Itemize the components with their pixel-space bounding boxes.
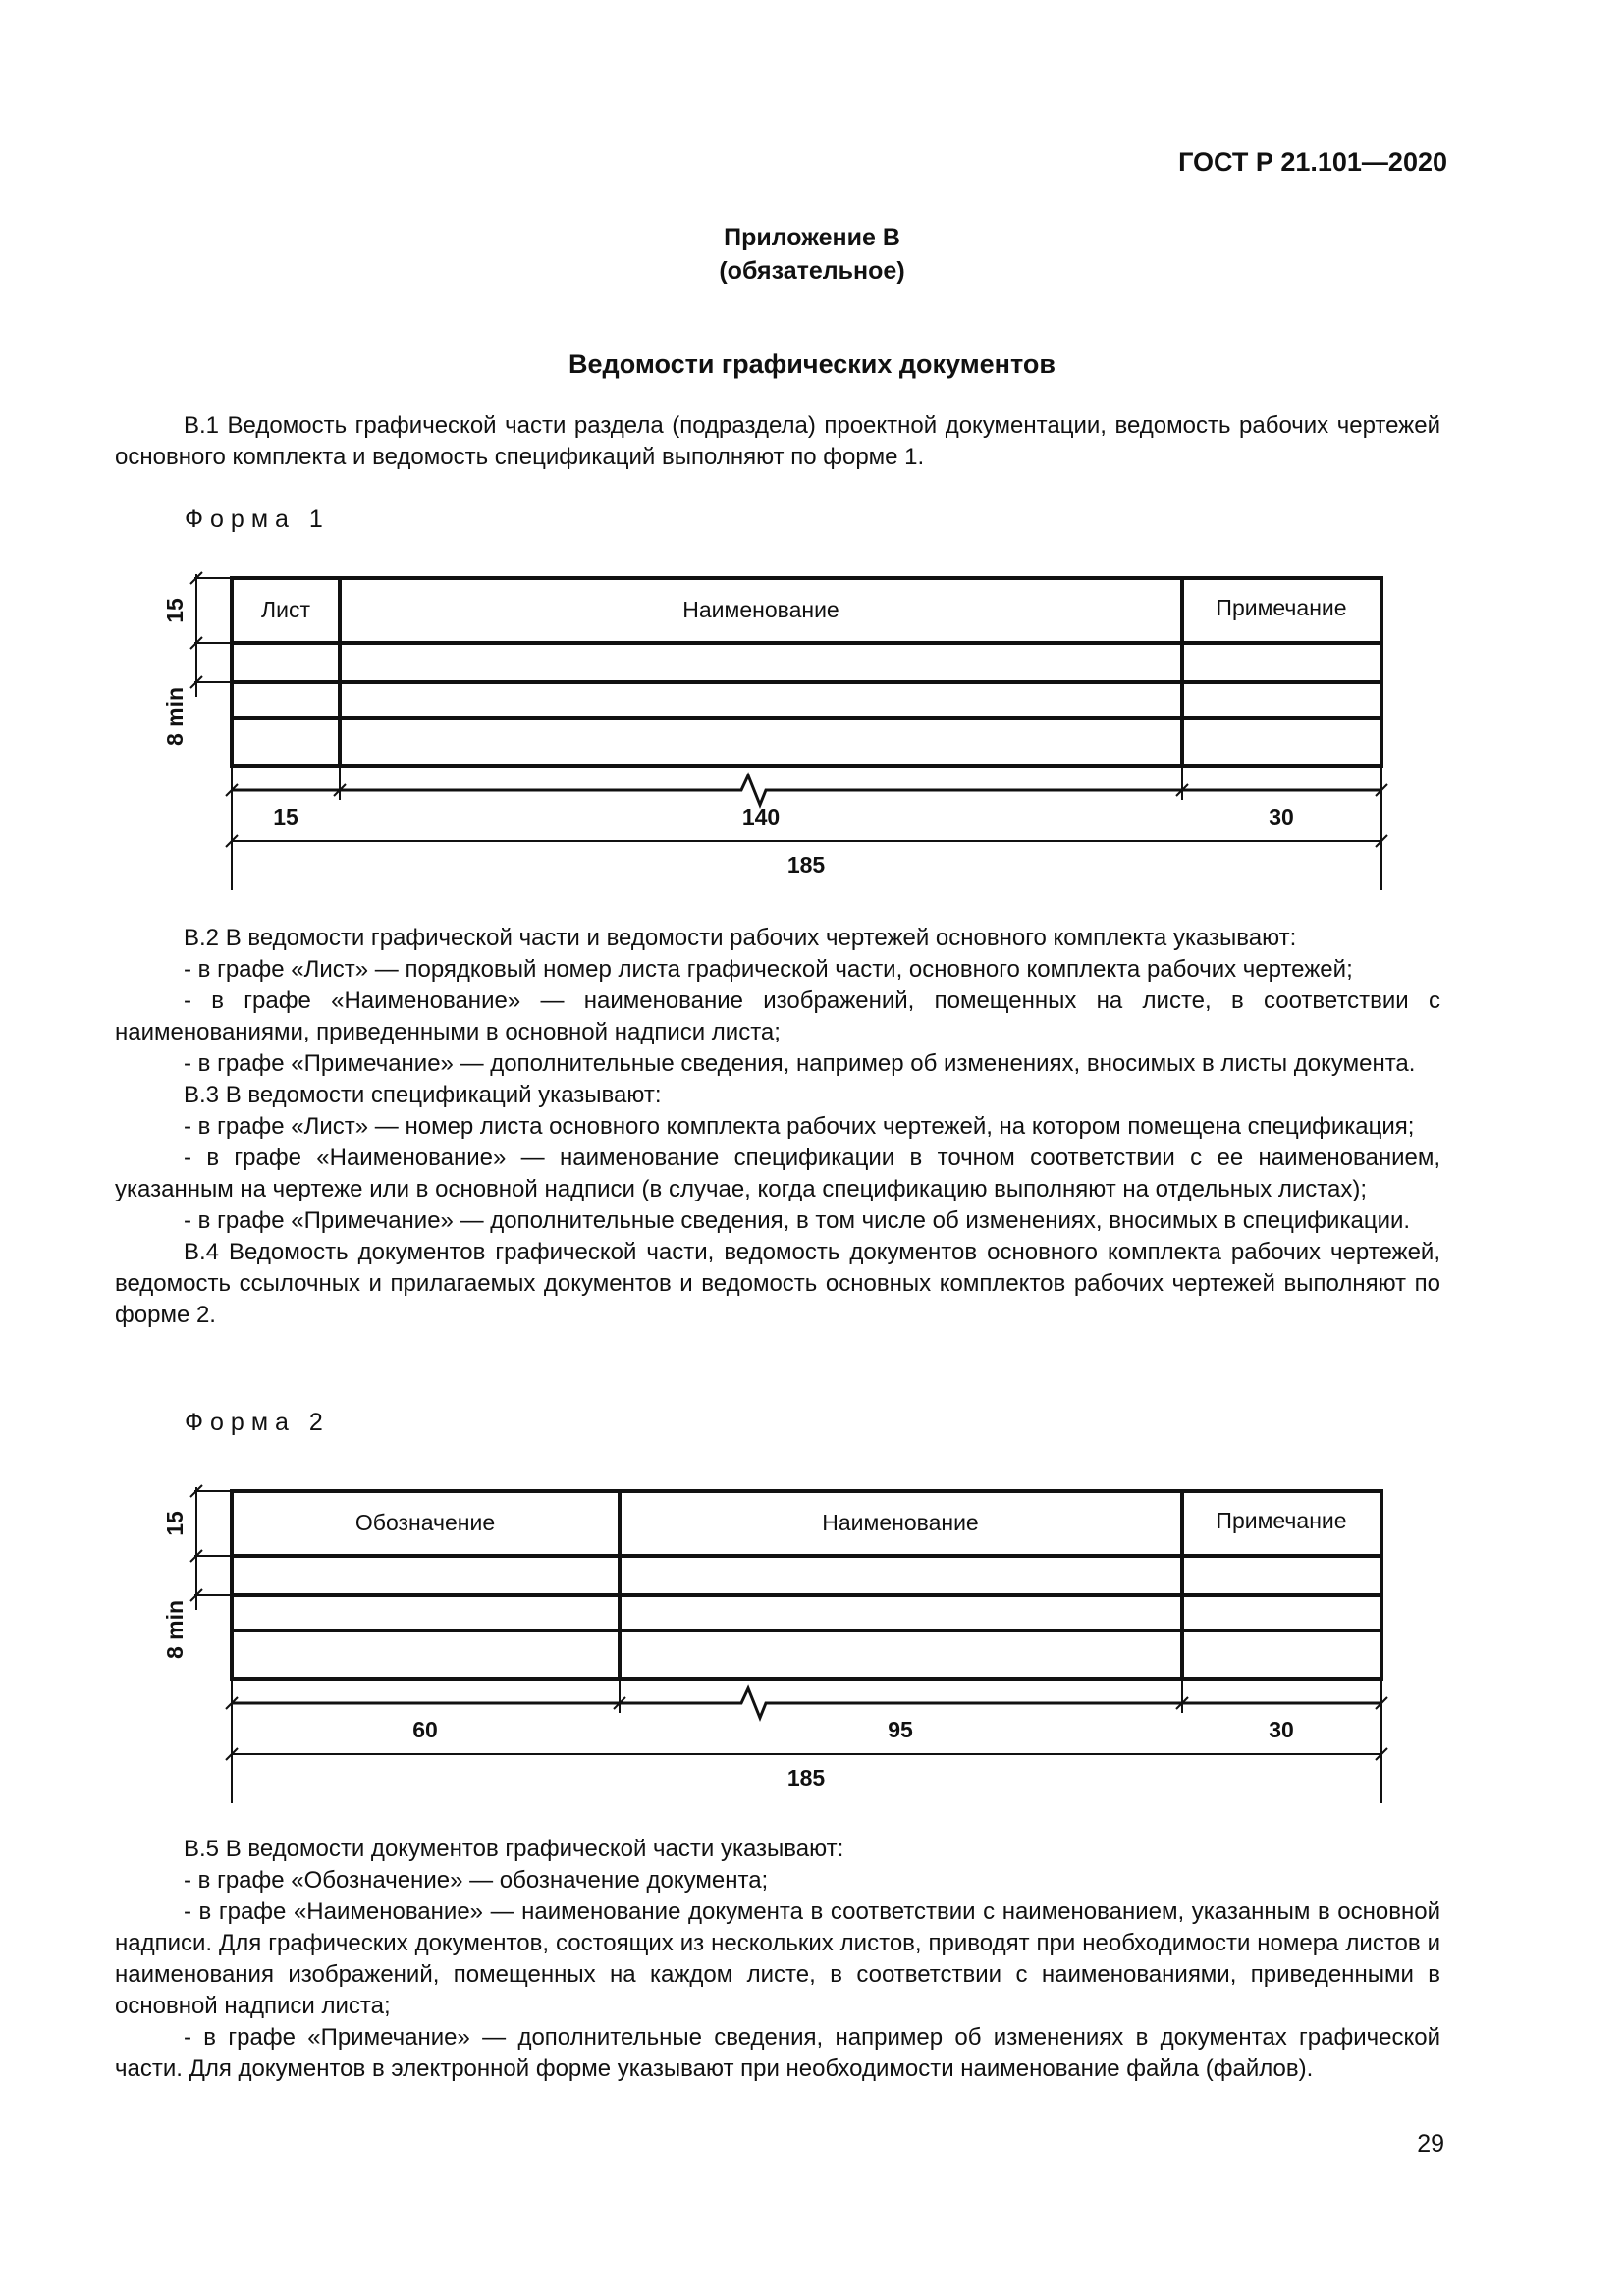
paragraph-b2-intro: В.2 В ведомости графической части и ведомости рабочих чертежей основного комплекта указывают: — [184, 925, 1297, 951]
paragraph-b1 — [115, 410, 1440, 473]
form2-col3-header: Примечание — [1216, 1508, 1347, 1533]
appendix-status: (обязательное) — [719, 257, 905, 285]
form1-width2: 140 — [741, 804, 781, 829]
section-title: Ведомости графических документов — [568, 349, 1056, 379]
form1-drawing — [147, 564, 1404, 898]
paragraph-b1-text: В.1 Ведомость графической части раздела (подраздела) проектной документации, ведомость рабочих чертежей основного комплекта и ведомость спецификаций выполняют по форме 1. — [115, 412, 1440, 470]
form1-width1: 15 — [273, 804, 298, 829]
form2-label: Форма 2 — [185, 1409, 330, 1436]
paragraph-b3-intro: В.3 В ведомости спецификаций указывают: — [184, 1082, 662, 1108]
paragraph-b3-item: - в графе «Лист» — номер листа основного комплекта рабочих чертежей, на котором помещена спецификация; — [184, 1113, 1415, 1140]
paragraph-b2-item: - в графе «Наименование» — наименование изображений, помещенных на листе, в соответствии с наименованиями, приведенными в основной надписи листа; — [115, 988, 1440, 1045]
form2-col1-header: Обозначение — [354, 1510, 496, 1535]
paragraph-b2-item: - в графе «Лист» — порядковый номер листа графической части, основного комплекта рабочих чертежей; — [184, 956, 1353, 983]
paragraph-b2-item: - в графе «Примечание» — дополнительные сведения, например об изменениях, вносимых в листы документа. — [184, 1050, 1416, 1077]
appendix-title: Приложение В — [724, 224, 900, 251]
paragraph-b5-item: - в графе «Наименование» — наименование документа в соответствии с наименованием, указанным в основной надписи. Для графических документов, состоящих из нескольких листов, приводят при необходимости номера листов и наименования изображений, помещенных на каждом листе, в соответствии с наименованиями, приведенными в основной надписи листа; — [115, 1898, 1440, 2019]
form2-width1: 60 — [412, 1717, 438, 1742]
form1-col1-header: Лист — [261, 597, 310, 622]
form2-total-width: 185 — [786, 1765, 826, 1790]
paragraph-b5-item: - в графе «Примечание» — дополнительные сведения, например об изменениях в документах графической части. Для документов в электронной форме указывают при необходимости наименование файла (файлов). — [115, 2024, 1440, 2082]
form1-row-height: 8 min — [162, 686, 188, 747]
page-number: 29 — [1417, 2130, 1444, 2158]
form1-col2-header: Наименование — [682, 597, 839, 622]
paragraph-b5-item: - в графе «Обозначение» — обозначение документа; — [184, 1867, 769, 1894]
form2-drawing — [147, 1477, 1404, 1811]
paragraph-b5-intro: В.5 В ведомости документов графической части указывают: — [184, 1836, 844, 1862]
form2-header-height: 15 — [162, 1511, 188, 1536]
form2-width2: 95 — [888, 1717, 913, 1742]
paragraph-b3-item: - в графе «Наименование» — наименование спецификации в точном соответствии с ее наименованием, указанным на чертеже или в основной надписи (в случае, когда спецификацию выполняют на отдельных листах); — [115, 1145, 1440, 1202]
document-code: ГОСТ Р 21.101—2020 — [1178, 147, 1447, 177]
paragraph-b4-text: В.4 Ведомость документов графической части, ведомость документов основного комплекта рабочих чертежей, ведомость ссылочных и прилагаемых документов и ведомость основных комплектов рабочих чертежей выполняют по форме 2. — [115, 1239, 1440, 1328]
paragraph-b3-item: - в графе «Примечание» — дополнительные сведения, в том числе об изменениях, вносимых в спецификации. — [184, 1207, 1411, 1234]
form2-width3: 30 — [1269, 1717, 1294, 1742]
paragraph-b2 — [115, 923, 1440, 1331]
form1-break-mark — [232, 775, 1381, 805]
form1-label: Форма 1 — [185, 506, 330, 533]
form2-row-height: 8 min — [162, 1599, 188, 1660]
form1-col3-header: Примечание — [1216, 595, 1347, 620]
form1-header-height: 15 — [162, 598, 188, 623]
paragraph-b5 — [115, 1834, 1440, 2085]
form2-col2-header: Наименование — [822, 1510, 979, 1535]
form1-width3: 30 — [1269, 804, 1294, 829]
form2-break-mark — [232, 1688, 1381, 1718]
form1-total-width: 185 — [786, 852, 826, 878]
